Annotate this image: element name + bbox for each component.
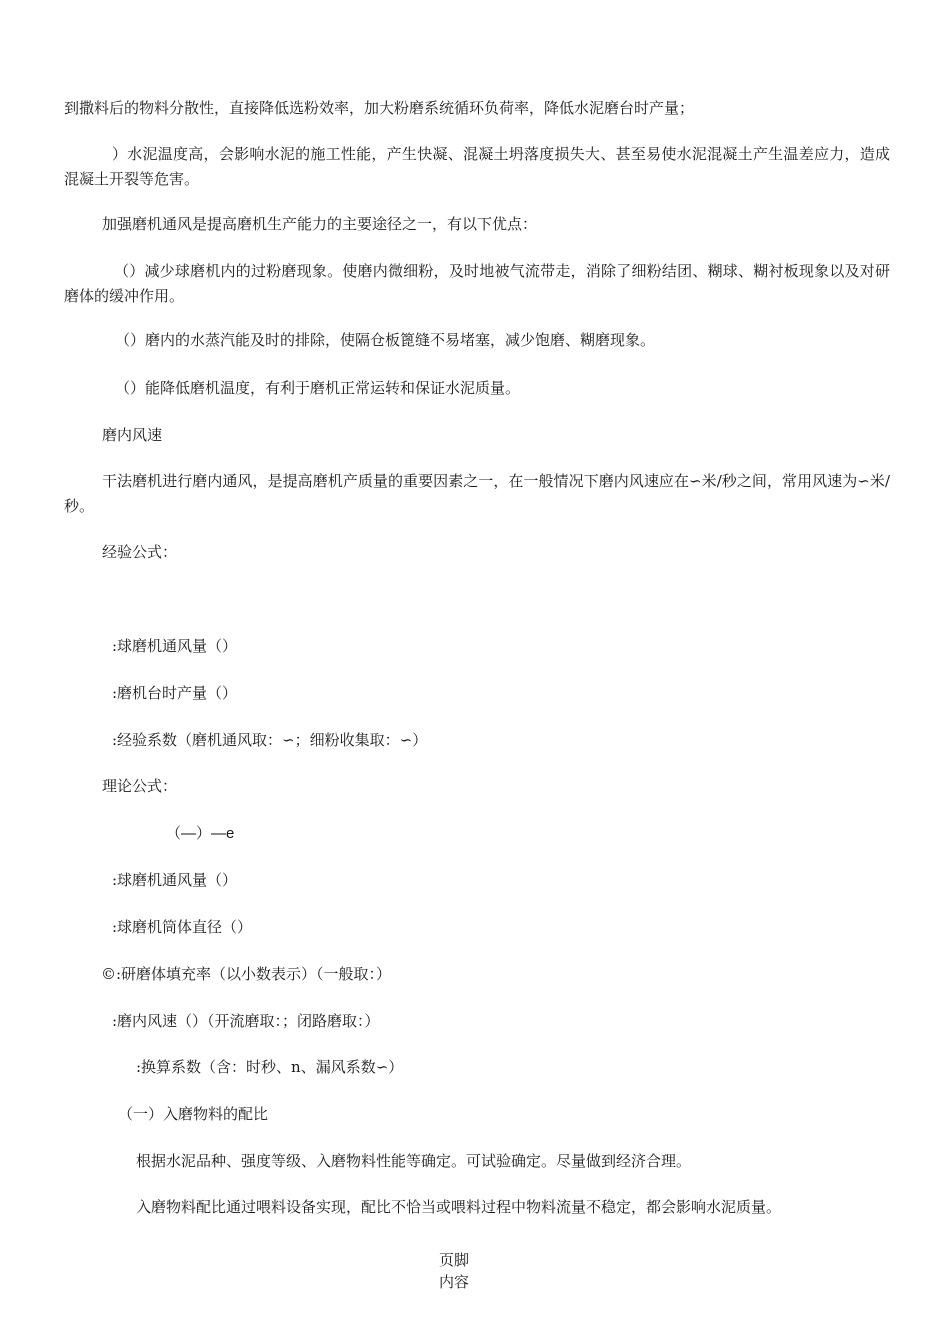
variable-definition: :球磨机通风量（） [112,637,238,655]
body-paragraph: 入磨物料配比通过喂料设备实现，配比不恰当或喂料过程中物料流量不稳定，都会影响水泥质量。 [136,1198,782,1216]
body-paragraph: （）磨内的水蒸汽能及时的排除，使隔仓板篦缝不易堵塞，减少饱磨、糊磨现象。 [115,331,656,349]
section-heading: （一）入磨物料的配比 [118,1105,269,1123]
body-paragraph: （）能降低磨机温度，有利于磨机正常运转和保证水泥质量。 [115,379,521,397]
body-paragraph: ）水泥温度高，会影响水泥的施工性能，产生快凝、混凝土坍落度损失大、甚至易使水泥混凝土产生温差应力，造成混凝土开裂等危害。 [64,145,890,188]
formula-label: 经验公式： [102,543,178,561]
body-paragraph: 干法磨机进行磨内通风，是提高磨机产质量的重要因素之一，在一般情况下磨内风速应在∽米/秒之间，常用风速为∽米/秒。 [64,472,890,515]
variable-definition: :换算系数（含：时秒、n、漏风系数∽） [136,1058,404,1076]
formula-label: 理论公式： [102,777,178,795]
body-paragraph: （）减少球磨机内的过粉磨现象。使磨内微细粉，及时地被气流带走，消除了细粉结团、糊球、糊衬板现象以及对研磨体的缓冲作用。 [64,262,890,305]
body-paragraph: 根据水泥品种、强度等级、入磨物料性能等确定。可试验确定。尽量做到经济合理。 [136,1152,692,1170]
variable-definition: ©:研磨体填充率（以小数表示）（一般取：） [101,965,392,983]
formula-fragment: （—）—e [166,825,235,842]
section-heading: 磨内风速 [102,426,163,444]
body-paragraph: 加强磨机通风是提高磨机生产能力的主要途径之一，有以下优点： [102,215,538,233]
variable-definition: :经验系数（磨机通风取：∽；细粉收集取：∽） [112,731,428,749]
variable-definition: :磨内风速（）（开流磨取：；闭路磨取：） [112,1012,380,1030]
page-footer: 页脚内容 [439,1251,470,1291]
variable-definition: :球磨机通风量（） [112,871,238,889]
variable-definition: :球磨机筒体直径（） [112,918,253,936]
variable-definition: :磨机台时产量（） [112,684,238,702]
body-text-line: 到撒料后的物料分散性，直接降低选粉效率，加大粉磨系统循环负荷率，降低水泥磨台时产量； [64,99,695,117]
